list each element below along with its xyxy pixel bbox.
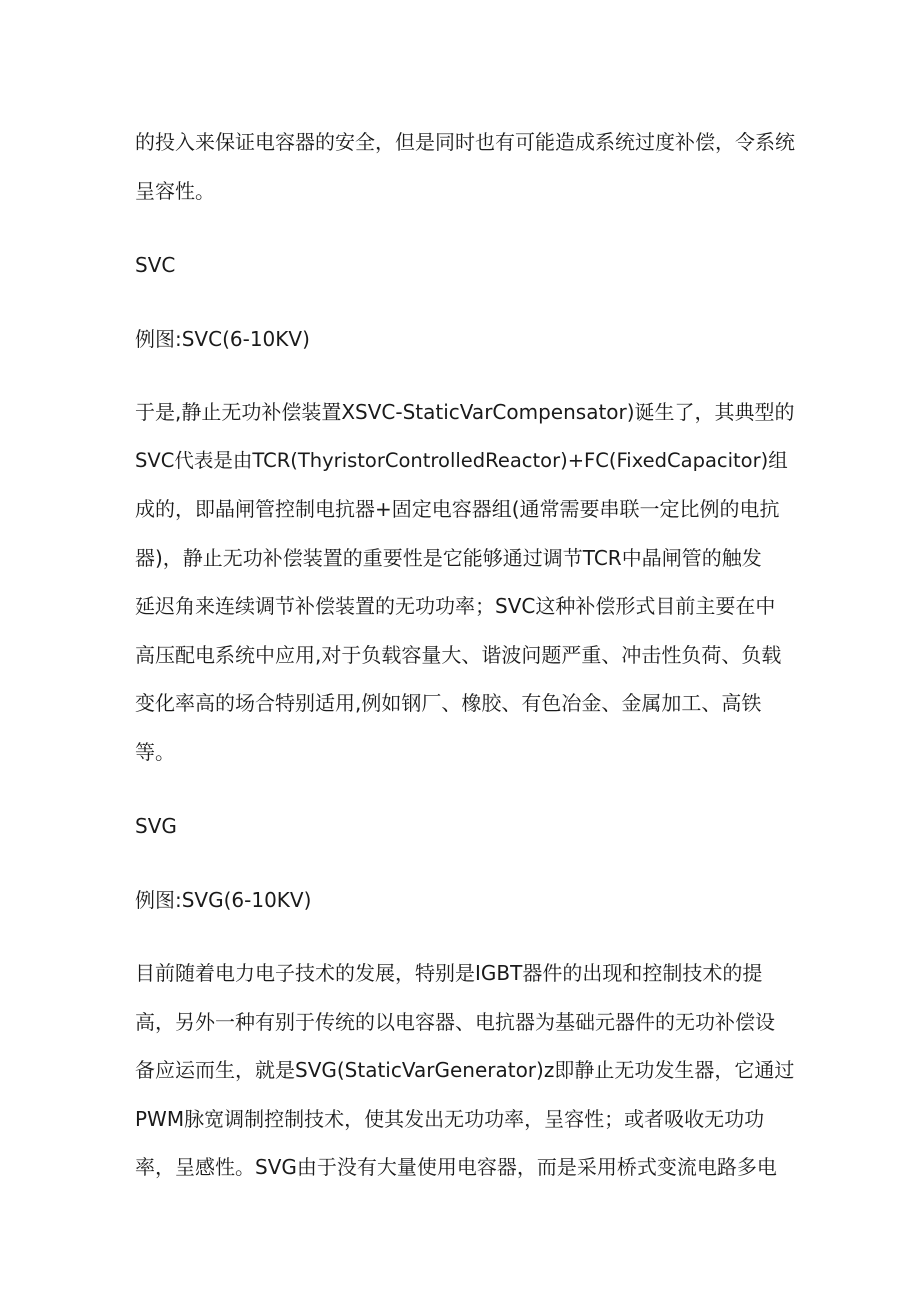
text-line: SVC代表是由TCR(ThyristorControlledReactor)+FC(FixedCapacitor)组 [135,448,788,472]
paragraph-svg-body [135,949,800,1192]
caption-text: 例图:SVC(6-10KV) [135,326,310,351]
heading-text: SVC [135,253,176,277]
text-line: 等。 [135,739,175,764]
text-line: 高压配电系统中应用,对于负载容量大、谐波问题严重、冲击性负荷、负载 [135,642,782,667]
figure-caption-svg [135,876,800,925]
text-line: 成的，即晶闸管控制电抗器+固定电容器组(通常需要串联一定比例的电抗 [135,497,780,521]
text-line: 器)，静止无功补偿装置的重要性是它能够通过调节TCR中晶闸管的触发 [135,545,762,570]
text-line: 延迟角来连续调节补偿装置的无功功率；SVC这种补偿形式目前主要在中 [135,594,776,618]
section-heading-svc [135,241,800,290]
text-line: 于是,静止无功补偿装置XSVC-StaticVarCompensator)诞生了，其典型的 [135,400,795,424]
text-line: 变化率高的场合特别适用,例如钢厂、橡胶、有色冶金、金属加工、高铁 [135,691,762,715]
figure-caption-svc [135,315,800,364]
paragraph-svc-body [135,388,800,776]
text-line: 高，另外一种有别于传统的以电容器、电抗器为基础元器件的无功补偿设 [135,1009,775,1034]
section-heading-svg [135,802,800,851]
paragraph-intro-continuation [135,118,800,215]
text-line: 目前随着电力电子技术的发展，特别是IGBT器件的出现和控制技术的提 [135,961,763,985]
document-body [135,118,800,1192]
caption-text: 例图:SVG(6-10KV) [135,887,312,912]
text-line: 率，呈感性。SVG由于没有大量使用电容器，而是采用桥式变流电路多电 [135,1155,777,1179]
text-line: 备应运而生，就是SVG(StaticVarGenerator)z即静止无功发生器，它通过 [135,1058,795,1082]
text-line: 呈容性。 [135,178,215,203]
text-line: 的投入来保证电容器的安全，但是同时也有可能造成系统过度补偿，令系统 [135,130,795,154]
text-line: PWM脉宽调制控制技术，使其发出无功功率，呈容性；或者吸收无功功 [135,1106,765,1131]
heading-text: SVG [135,814,177,838]
